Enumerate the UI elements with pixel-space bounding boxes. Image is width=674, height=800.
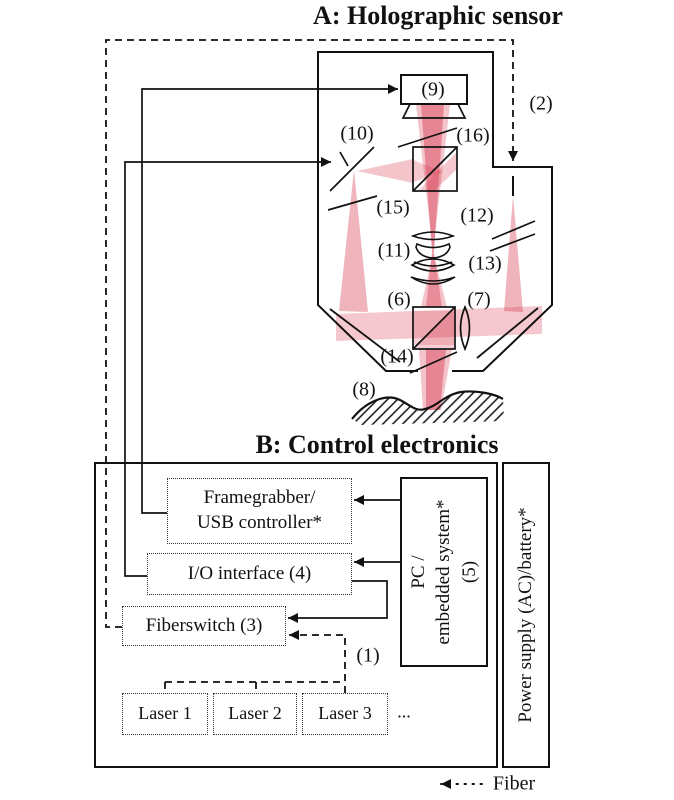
framegrabber-box	[167, 478, 352, 544]
power-supply-label: Power supply (AC)/battery*	[515, 507, 537, 723]
framegrabber-label-line1: Framegrabber/	[203, 487, 316, 509]
fiber-label-1: (1)	[356, 644, 380, 667]
optical-label-2: (2)	[529, 92, 553, 115]
pc-label-line1: PC /	[407, 555, 429, 589]
laser2-label: Laser 2	[228, 703, 282, 724]
fiberswitch-label: Fiberswitch (3)	[145, 614, 263, 636]
optical-label-15: (15)	[376, 196, 410, 219]
fiberswitch-box	[122, 606, 286, 646]
io-interface-label: I/O interface (4)	[187, 562, 312, 584]
more-lasers-ellipsis: ...	[397, 701, 411, 722]
optical-label-14: (14)	[380, 345, 414, 368]
title-section-a: A: Holographic sensor	[313, 1, 563, 30]
optical-label-6: (6)	[387, 288, 411, 311]
optical-label-9: (9)	[421, 78, 445, 101]
pc-box-label	[402, 479, 486, 665]
optical-label-11: (11)	[377, 239, 411, 262]
optical-label-13: (13)	[468, 252, 502, 275]
title-section-b: B: Control electronics	[255, 430, 499, 459]
laser3-label: Laser 3	[318, 703, 372, 724]
laser1-label: Laser 1	[138, 703, 192, 724]
laser3-box	[302, 693, 388, 735]
pc-label-line3: (5)	[458, 560, 480, 584]
optical-label-8: (8)	[352, 378, 376, 401]
laser1-box	[122, 693, 208, 735]
optical-label-16: (16)	[456, 124, 490, 147]
framegrabber-label-line2: USB controller*	[196, 512, 323, 533]
optical-label-10: (10)	[340, 122, 374, 145]
io-interface-box	[147, 553, 352, 595]
optical-label-7: (7)	[467, 288, 491, 311]
fiber-legend-label: Fiber	[492, 772, 536, 795]
optical-label-12: (12)	[460, 204, 494, 227]
pc-label-line2: embedded system*	[433, 499, 455, 645]
laser2-box	[213, 693, 297, 735]
